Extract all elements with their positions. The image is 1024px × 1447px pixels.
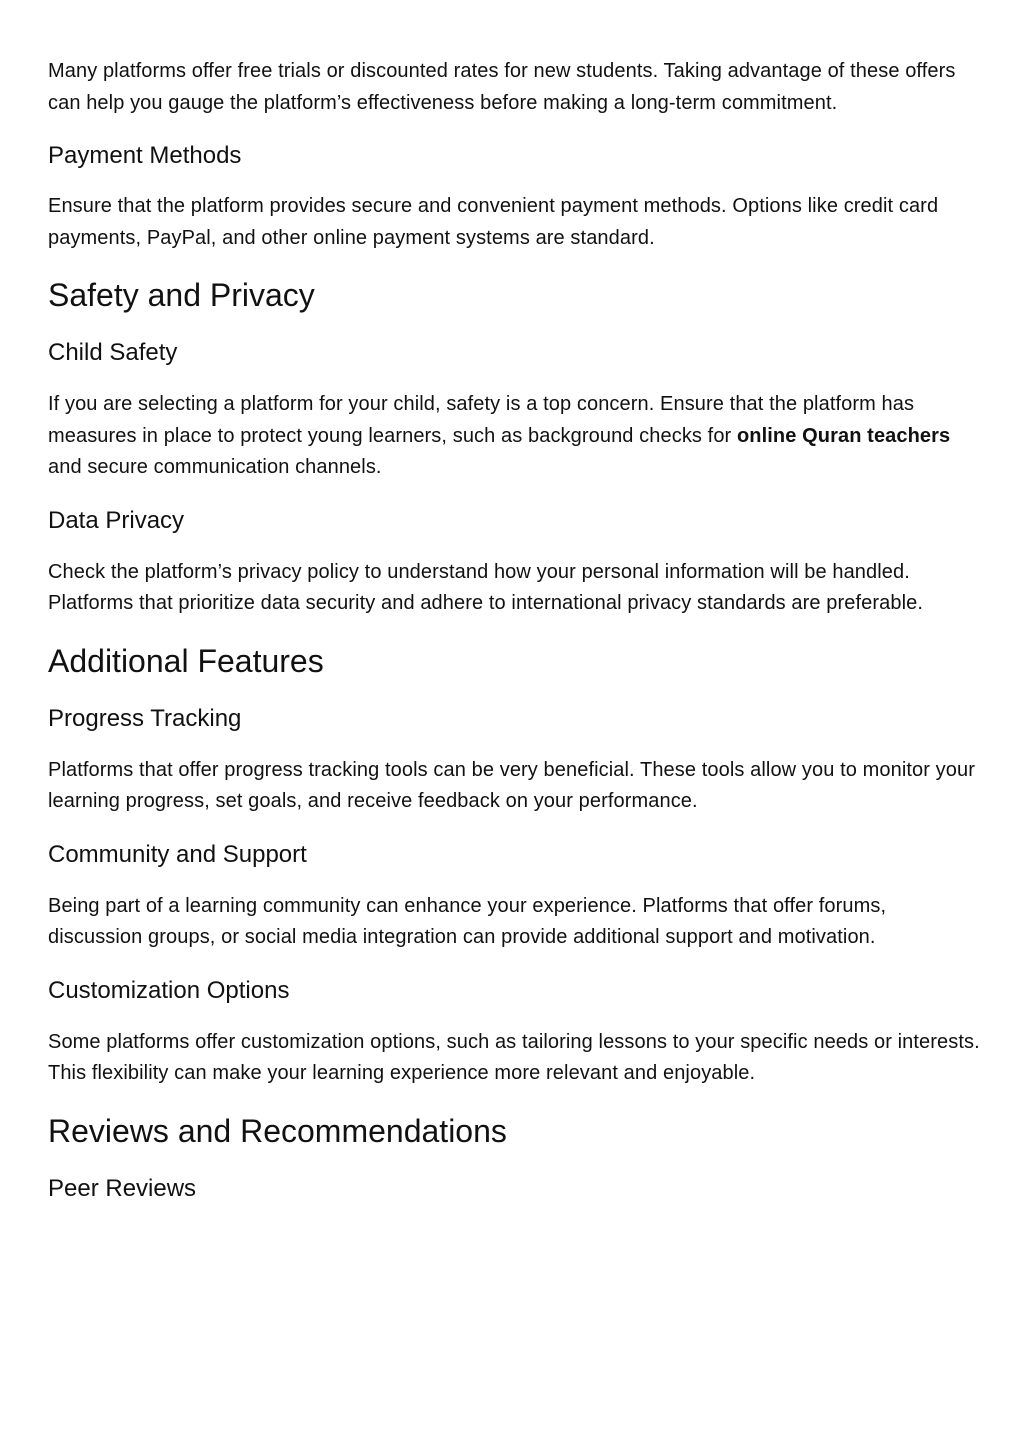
peer-reviews-heading: Peer Reviews — [48, 1174, 197, 1202]
child-safety-text-after: and secure communication channels. — [48, 456, 382, 478]
community-support-paragraph: Being part of a learning community can enhance your experience. Platforms that offer forums, discussion groups, or social media integration can provide additional support and motivation. — [48, 894, 887, 948]
payment-methods-heading: Payment Methods — [48, 142, 242, 169]
data-privacy-heading: Data Privacy — [48, 506, 185, 534]
additional-features-heading: Additional Features — [48, 642, 324, 679]
safety-privacy-heading: Safety and Privacy — [48, 277, 315, 313]
free-trials-paragraph: Many platforms offer free trials or discounted rates for new students. Taking advantage of these offers can help you gauge the platform’s effectiveness before making a long-term commitment. — [48, 60, 956, 114]
customization-options-paragraph: Some platforms offer customization options, such as tailoring lessons to your specific needs or interests. This flexibility can make your learning experience more relevant and enjoyable. — [48, 1030, 980, 1084]
progress-tracking-heading: Progress Tracking — [48, 704, 242, 732]
reviews-recommendations-heading: Reviews and Recommendations — [48, 1112, 507, 1149]
progress-tracking-paragraph: Platforms that offer progress tracking tools can be very beneficial. These tools allow you to monitor your learning progress, set goals, and receive feedback on your performance. — [48, 758, 975, 812]
document-page — [48, 56, 980, 1205]
online-quran-teachers-bold: online Quran teachers — [736, 424, 951, 447]
data-privacy-paragraph: Check the platform’s privacy policy to understand how your personal information will be handled. Platforms that prioritize data security and adhere to international privacy standards are preferable. — [48, 560, 924, 614]
child-safety-paragraph — [48, 389, 980, 484]
payment-methods-paragraph: Ensure that the platform provides secure and convenient payment methods. Options like credit card payments, PayPal, and other online payment systems are standard. — [48, 195, 939, 249]
customization-options-heading: Customization Options — [48, 976, 290, 1004]
community-support-heading: Community and Support — [48, 840, 307, 868]
child-safety-text-before: If you are selecting a platform for your child, safety is a top concern. Ensure that the platform has measures in place to protect young learners, such as background checks for — [48, 393, 915, 447]
child-safety-heading: Child Safety — [48, 339, 178, 366]
